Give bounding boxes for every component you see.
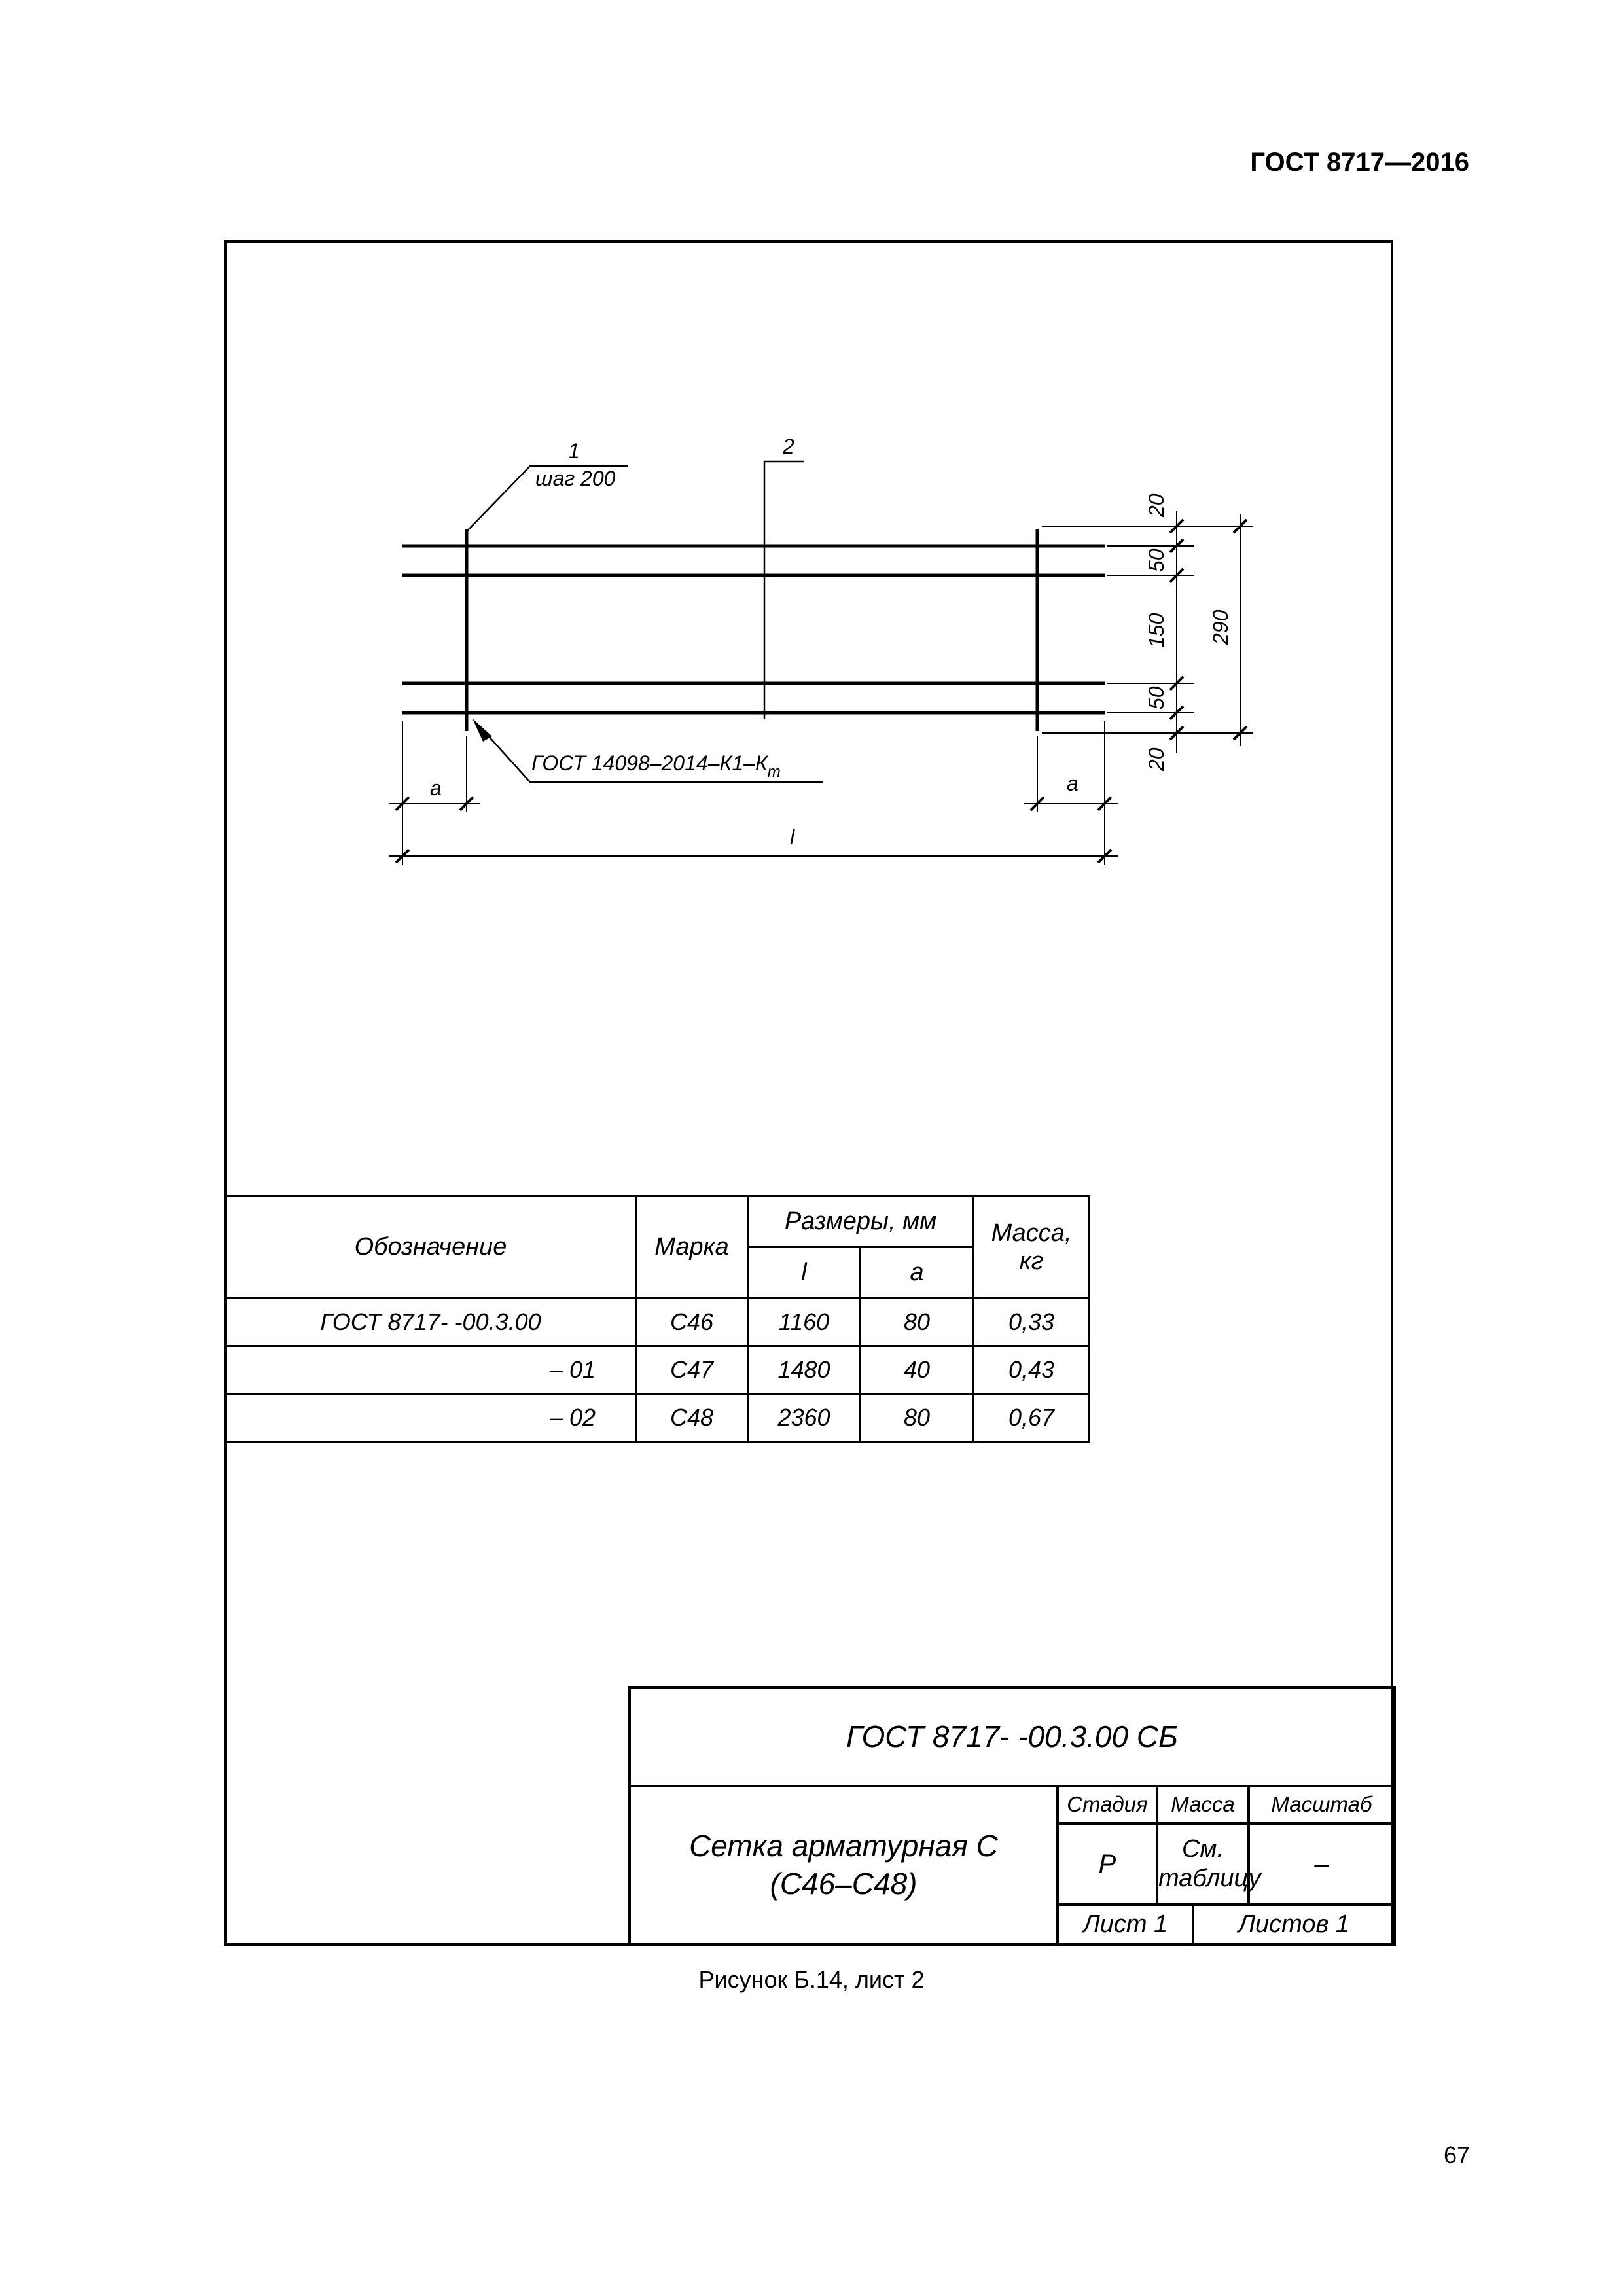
- dim-20-bottom: 20: [1145, 747, 1168, 771]
- cell-mass: 0,43: [974, 1346, 1090, 1394]
- weld-arrow: [473, 719, 492, 742]
- dim-50-bottom: 50: [1145, 686, 1168, 709]
- sheet-number: Лист 1: [1058, 1905, 1193, 1945]
- cell-l: 1160: [748, 1299, 861, 1346]
- cell-a: 80: [861, 1394, 974, 1442]
- header-dimensions: Размеры, мм: [748, 1196, 974, 1247]
- header-mass: Масса, кг: [974, 1196, 1090, 1299]
- figure-caption: Рисунок Б.14, лист 2: [698, 1966, 925, 1993]
- mass-value-line2: таблицу: [1158, 1865, 1261, 1893]
- cell-designation: ГОСТ 8717- -00.3.00: [226, 1299, 636, 1346]
- cell-designation: – 01: [226, 1346, 636, 1394]
- dim-a-left: а: [430, 776, 442, 800]
- stage-label: Стадия: [1058, 1786, 1157, 1824]
- cell-mass: 0,67: [974, 1394, 1090, 1442]
- cell-a: 40: [861, 1346, 974, 1394]
- mass-label: Масса: [1157, 1786, 1249, 1824]
- cell-mass: 0,33: [974, 1299, 1090, 1346]
- mass-value: [1157, 1823, 1261, 1905]
- dim-a-right: а: [1067, 772, 1079, 795]
- weld-note: ГОСТ $14098-2014-К1-К_т$: [531, 751, 781, 781]
- table-row: [226, 1346, 1090, 1394]
- scale-value: –: [1249, 1823, 1395, 1905]
- header-a: а: [861, 1247, 974, 1299]
- mass-value-line1: См.: [1181, 1835, 1224, 1863]
- bottom-dimension-lines: [389, 721, 1118, 865]
- callout-1-label: 1: [568, 439, 580, 463]
- cell-mark: С46: [636, 1299, 748, 1346]
- dim-150: 150: [1145, 613, 1168, 648]
- cell-mark: С47: [636, 1346, 748, 1394]
- page-number: 67: [1443, 2142, 1470, 2168]
- dim-20-top: 20: [1145, 493, 1168, 517]
- header-l: l: [748, 1247, 861, 1299]
- standard-header: ГОСТ 8717—2016: [1250, 148, 1469, 177]
- assembly-drawing: [0, 0, 1623, 982]
- dim-l: l: [790, 825, 795, 849]
- specification-table: [224, 1195, 1090, 1443]
- doc-code: ГОСТ 8717- -00.3.00 СБ: [630, 1687, 1395, 1786]
- callout-1-note: шаг 200: [535, 467, 616, 490]
- scale-label: Масштаб: [1249, 1786, 1395, 1824]
- table-row: [226, 1299, 1090, 1346]
- callout-2-leader: [764, 461, 804, 719]
- product-name: [630, 1786, 1058, 1945]
- product-name-line2: (С46–С48): [770, 1866, 918, 1901]
- longitudinal-bars: [402, 546, 1105, 713]
- product-name-line1: Сетка арматурная С: [689, 1829, 998, 1863]
- table-row: [226, 1394, 1090, 1442]
- header-mark: Марка: [636, 1196, 748, 1299]
- cell-mark: С48: [636, 1394, 748, 1442]
- cell-l: 2360: [748, 1394, 861, 1442]
- cell-a: 80: [861, 1299, 974, 1346]
- cell-l: 1480: [748, 1346, 861, 1394]
- header-designation: Обозначение: [226, 1196, 636, 1299]
- stage-value: Р: [1058, 1823, 1157, 1905]
- callout-2-label: 2: [783, 435, 794, 458]
- title-block: [628, 1686, 1396, 1946]
- bottom-dimension-ticks: [396, 797, 1111, 863]
- sheets-total: Листов 1: [1193, 1905, 1395, 1945]
- dim-50-top: 50: [1145, 548, 1168, 572]
- cross-bars: [467, 529, 1037, 731]
- cell-designation: – 02: [226, 1394, 636, 1442]
- dim-290: 290: [1209, 609, 1232, 645]
